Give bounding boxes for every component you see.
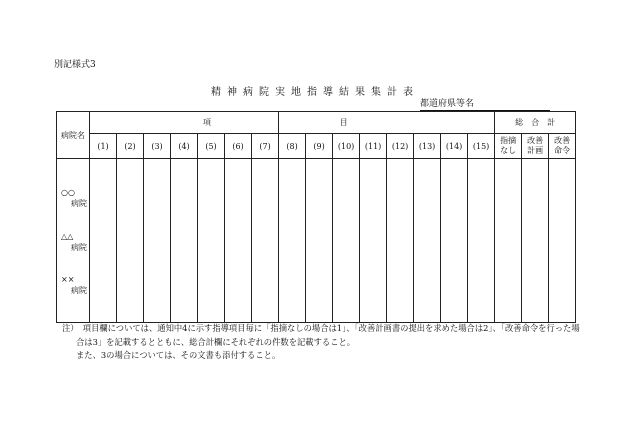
item-col-1: (1) [90,134,117,159]
footnote-line-1: 項目欄については、通知中4に示す指導項目毎に「指摘なしの場合は1」、「改善計画書の提出を求めた場合は2」、「改善命令を行った場 [82,323,580,333]
total-col-improvement-plan [522,134,549,159]
total-col-no-issue-line2: なし [500,146,517,155]
item-col-15: (15) [468,134,495,159]
hospital-1-label: 病院 [71,199,87,208]
total-col-improvement-plan-line2: 計画 [527,146,544,155]
summary-table [56,111,576,323]
item-col-3: (3) [144,134,171,159]
footnote-line-2: 合は3」を記載するとともに、総合計欄にそれぞれの件数を記載すること。 [76,336,356,347]
empty-data-cell [468,159,495,323]
empty-data-cell [522,159,549,323]
total-col-improvement-plan-line1: 改善 [527,136,544,145]
empty-data-cell [252,159,279,323]
item-col-9: (9) [306,134,333,159]
item-col-14: (14) [441,134,468,159]
hospital-2-symbol: △△ [61,232,74,241]
item-header-right: 目 [279,112,495,134]
empty-data-cell [414,159,441,323]
total-col-no-issue-line1: 指摘 [500,136,517,145]
hospital-entry-2 [61,231,87,253]
empty-data-cell [306,159,333,323]
hospital-3-symbol: ×× [61,275,75,284]
empty-data-cell [198,159,225,323]
empty-data-cell [90,159,117,323]
hospital-entry-1 [61,187,87,209]
document-title: 精神病院実地指導結果集計表 [211,87,419,98]
empty-data-cell [387,159,414,323]
item-col-11: (11) [360,134,387,159]
total-col-improvement-order-line1: 改善 [554,136,571,145]
item-col-5: (5) [198,134,225,159]
prefecture-field: 都道府県等名 [420,96,550,111]
item-col-6: (6) [225,134,252,159]
empty-data-cell [495,159,522,323]
empty-data-cell [441,159,468,323]
footnote [62,322,582,363]
empty-data-cell [117,159,144,323]
footnote-line-3: また、3の場合については、その文書も添付すること。 [76,350,281,360]
item-col-12: (12) [387,134,414,159]
item-col-13: (13) [414,134,441,159]
hospital-name-cell [57,159,90,323]
item-header-left: 項 [90,112,279,134]
empty-data-cell [549,159,576,323]
empty-data-cell [360,159,387,323]
item-col-4: (4) [171,134,198,159]
item-col-8: (8) [279,134,306,159]
empty-data-cell [144,159,171,323]
hospital-3-label: 病院 [71,286,87,295]
total-header: 総 合 計 [495,112,576,134]
hospital-2-label: 病院 [71,243,87,252]
empty-data-cell [333,159,360,323]
item-col-7: (7) [252,134,279,159]
form-label: 別記様式3 [54,60,96,70]
total-col-improvement-order-line2: 命令 [554,146,571,155]
footnote-prefix: 注） [62,323,75,333]
total-col-improvement-order [549,134,576,159]
item-col-2: (2) [117,134,144,159]
empty-data-cell [225,159,252,323]
empty-data-cell [171,159,198,323]
hospital-name-header: 病院名 [57,112,90,159]
hospital-entry-3 [61,274,87,296]
empty-data-cell [279,159,306,323]
total-col-no-issue [495,134,522,159]
item-col-10: (10) [333,134,360,159]
hospital-1-symbol: ○○ [61,188,75,197]
